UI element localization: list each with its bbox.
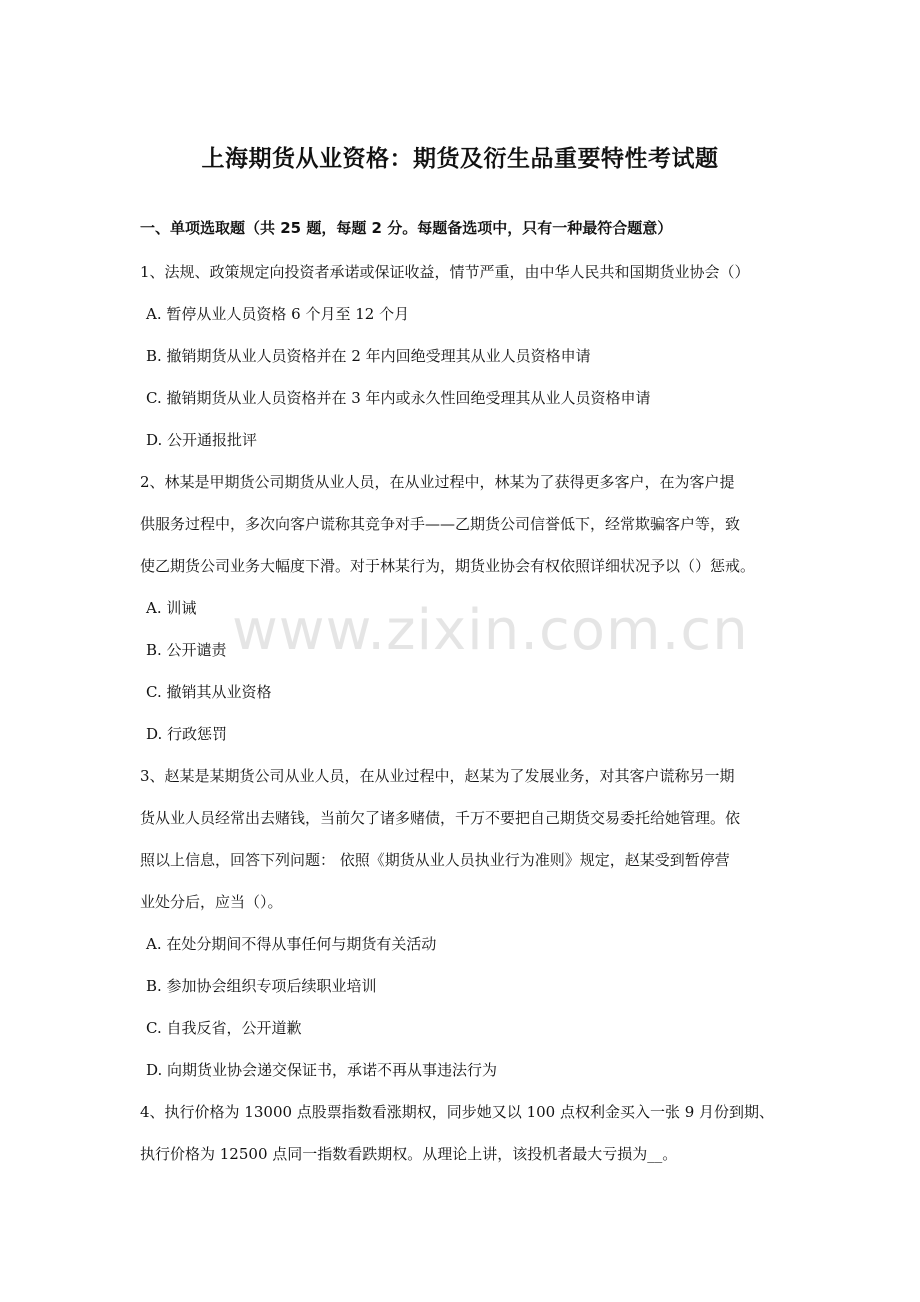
question-2-option-b: B. 公开谴责	[146, 641, 227, 659]
question-2-option-a: A. 训诫	[146, 599, 197, 617]
watermark: www.zixin.com.cn	[232, 598, 749, 663]
question-3-stem-line-2: 货从业人员经常出去赌钱，当前欠了诸多赌债，千万不要把自己期货交易委托给她管理。依	[140, 809, 741, 827]
question-2-option-c: C. 撤销其从业资格	[146, 683, 272, 701]
question-1-option-b: B. 撤销期货从业人员资格并在 2 年内回绝受理其从业人员资格申请	[146, 347, 591, 365]
question-3-stem-line-4: 业处分后，应当（）。	[140, 893, 283, 911]
question-3-option-d: D. 向期货业协会递交保证书，承诺不再从事违法行为	[146, 1061, 498, 1079]
question-3-option-b: B. 参加协会组织专项后续职业培训	[146, 977, 377, 995]
document-title: 上海期货从业资格：期货及衍生品重要特性考试题	[201, 146, 719, 172]
question-1-option-a: A. 暂停从业人员资格 6 个月至 12 个月	[146, 305, 410, 323]
question-4-stem-line-1: 4、执行价格为 13000 点股票指数看涨期权，同步她又以 100 点权利金买入一张 9 月份到期、	[140, 1103, 775, 1121]
question-2-option-d: D. 行政惩罚	[146, 725, 228, 743]
question-3-option-c: C. 自我反省，公开道歉	[146, 1019, 302, 1037]
question-4-stem-line-2: 执行价格为 12500 点同一指数看跌期权。从理论上讲，该投机者最大亏损为__。	[140, 1145, 678, 1163]
question-3-stem-line-3: 照以上信息，回答下列问题： 依照《期货从业人员执业行为准则》规定，赵某受到暂停营	[140, 851, 730, 869]
question-3-stem-line-1: 3、赵某是某期货公司从业人员，在从业过程中，赵某为了发展业务，对其客户谎称另一期	[140, 767, 735, 785]
question-1-option-c: C. 撤销期货从业人员资格并在 3 年内或永久性回绝受理其从业人员资格申请	[146, 389, 651, 407]
question-2-stem-line-1: 2、林某是甲期货公司期货从业人员，在从业过程中，林某为了获得更多客户，在为客户提	[140, 473, 735, 491]
question-2-stem-line-2: 供服务过程中，多次向客户谎称其竞争对手——乙期货公司信誉低下，经常欺骗客户等，致	[140, 515, 741, 533]
question-1-stem-line-1: 1、法规、政策规定向投资者承诺或保证收益，情节严重，由中华人民共和国期货业协会（）	[140, 263, 750, 281]
question-1-option-d: D. 公开通报批评	[146, 431, 258, 449]
section-heading: 一、单项选取题（共 25 题，每题 2 分。每题备选项中，只有一种最符合题意）	[140, 219, 673, 237]
question-2-stem-line-3: 使乙期货公司业务大幅度下滑。对于林某行为，期货业协会有权依照详细状况予以（）惩戒。	[140, 557, 756, 575]
question-3-option-a: A. 在处分期间不得从事任何与期货有关活动	[146, 935, 437, 953]
